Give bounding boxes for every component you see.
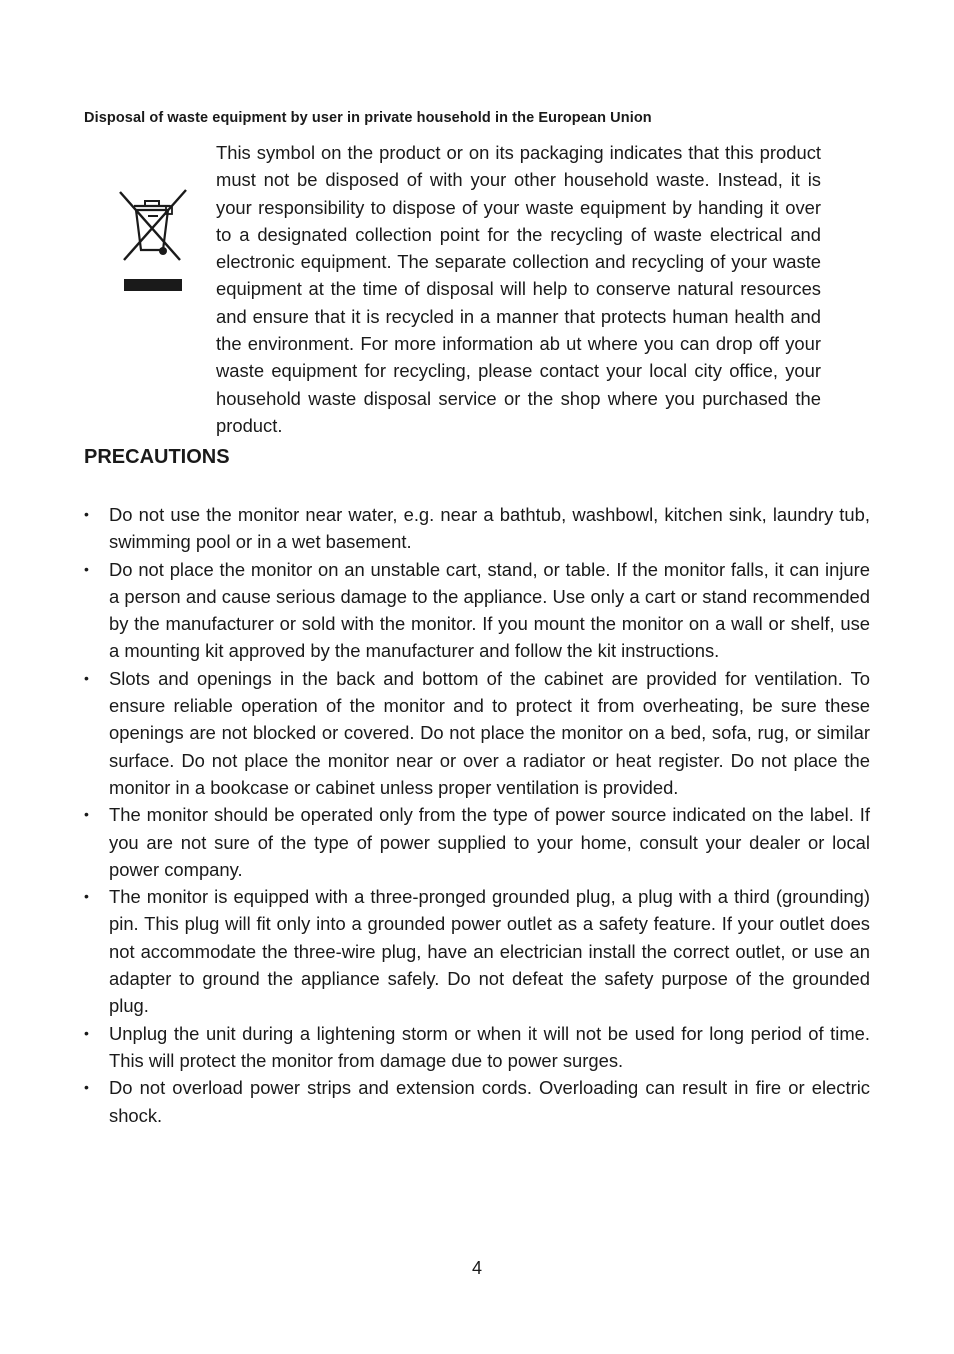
list-item <box>84 556 870 665</box>
bullet: • <box>84 506 89 522</box>
list-item-text: Do not place the monitor on an unstable cart, stand, or table. If the monitor falls, it can injure a person and cause serious damage to the appliance. Use only a cart or stand recommended by the manufacturer or sold with the monitor. If you mount the monitor on a wall or shelf, use a mounting kit approved by the manufacturer and follow the kit instructions. <box>109 558 870 662</box>
bullet: • <box>84 1024 89 1041</box>
list-item <box>84 1074 870 1129</box>
list-item <box>84 1020 870 1075</box>
bullet: • <box>84 1079 89 1096</box>
list-item <box>84 501 870 556</box>
precautions-title: PRECAUTIONS <box>84 446 230 468</box>
bullet: • <box>84 888 89 905</box>
list-item-text: Do not use the monitor near water, e.g. near a bathtub, washbowl, kitchen sink, laundry tub, swimming pool or in a wet basement. <box>109 504 870 553</box>
list-item-text: The monitor should be operated only from the type of power source indicated on the label. If you are not sure of the type of power supplied to your home, consult your dealer or local power company. <box>109 804 870 880</box>
bullet: • <box>84 806 89 823</box>
disposal-paragraph: This symbol on the product or on its packaging indicates that this product must not be disposed of with your other household waste. Instead, it is your responsibility to dispose of your waste equipment by handing it over to a designated collection point for the recycling of waste electrical and electronic equipment. The separate collection and recycling of your waste equipment at the time of disposal will help to conserve natural resources and ensure that it is recycled in a manner that protects human health and the environment. For more information ab ut where you can drop off your waste equipment for recycling, please contact your local city office, your household waste disposal service or the shop where you purchased the product. <box>216 142 821 436</box>
list-item-text: The monitor is equipped with a three-pronged grounded plug, a plug with a third (grounding) pin. This plug will fit only into a grounded power outlet as a safety feature. If your outlet does not accommodate the three-wire plug, have an electrician install the correct outlet, or use an adapter to ground the appliance safely. Do not defeat the safety purpose of the grounded plug. <box>109 886 870 1017</box>
list-item-text: Unplug the unit during a lightening storm or when it will not be used for long period of time. This will protect the monitor from damage due to power surges. <box>109 1022 870 1071</box>
list-item <box>84 665 870 801</box>
disposal-heading: Disposal of waste equipment by user in private household in the European Union <box>84 110 652 126</box>
bullet: • <box>84 669 89 686</box>
list-item <box>84 801 870 883</box>
list-item <box>84 883 870 1019</box>
list-item-text: Slots and openings in the back and bottom of the cabinet are provided for ventilation. To ensure reliable operation of the monitor and to protect it from overheating, be sure these openings are not blocked or covered. Do not place the monitor on a bed, sofa, rug, or similar surface. Do not place the monitor near or over a radiator or heat register. Do not place the monitor in a bookcase or cabinet unless proper ventilation is provided. <box>109 667 870 798</box>
bullet: • <box>84 560 89 577</box>
crossed-out-wheelie-bin-icon <box>116 188 188 294</box>
page-number: 4 <box>471 1258 482 1278</box>
list-item-text: Do not overload power strips and extension cords. Overloading can result in fire or electric shock. <box>109 1077 870 1126</box>
precautions-list <box>84 501 870 1129</box>
